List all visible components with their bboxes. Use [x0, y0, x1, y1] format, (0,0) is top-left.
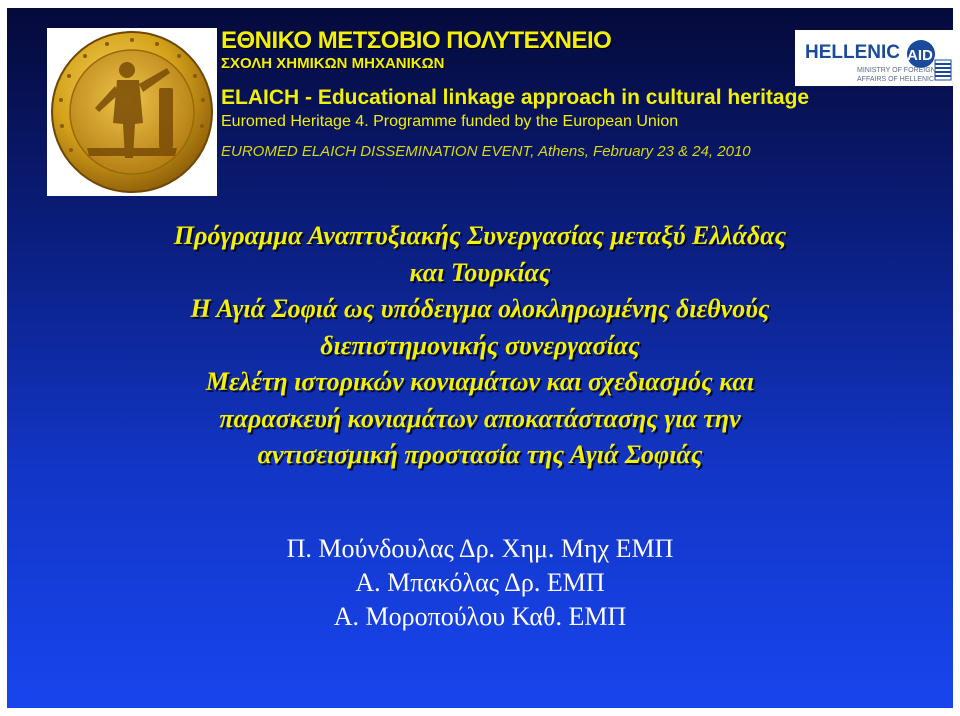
ntua-medal-icon [47, 28, 217, 196]
authors [7, 532, 953, 634]
title-line: διεπιστημονικής συνεργασίας [320, 330, 640, 360]
title-line: αντισεισμική προστασία της Αγιά Σοφιάς [257, 440, 703, 469]
author-line: Α. Μοροπούλου Καθ. ΕΜΠ [333, 602, 627, 631]
school-name: ΣΧΟΛΗ ΧΗΜΙΚΩΝ ΜΗΧΑΝΙΚΩΝ [221, 55, 445, 72]
logo-subtext-1: MINISTRY OF FOREIGN [857, 67, 936, 74]
slide [7, 8, 953, 708]
title-line: Πρόγραμμα Αναπτυξιακής Συνεργασίας μεταξύ Ελλάδας [173, 221, 787, 250]
logo-text-right: AID [907, 47, 933, 64]
title-line: παρασκευή κονιαμάτων αποκατάστασης για την [219, 403, 741, 433]
author-line: Α. Μπακόλας Δρ. ΕΜΠ [355, 568, 605, 597]
institution-name: ΕΘΝΙΚΟ ΜΕΤΣΟΒΙΟ ΠΟΛΥΤΕΧΝΕΙΟ [221, 27, 612, 54]
logo-subtext-2: AFFAIRS OF HELLENIC [857, 76, 935, 83]
author-line: Π. Μούνδουλας Δρ. Χημ. Μηχ ΕΜΠ [286, 534, 674, 563]
presentation-title [7, 218, 953, 474]
logo-text-left: HELLENIC [805, 42, 900, 63]
funding-line: Euromed Heritage 4. Programme funded by the European Union [221, 113, 679, 130]
header [221, 28, 951, 162]
event-line: EUROMED ELAICH DISSEMINATION EVENT, Athens, February 23 & 24, 2010 [221, 143, 751, 160]
title-line: Μελέτη ιστορικών κονιαμάτων και σχεδιασμός και [205, 367, 755, 396]
title-line: και Τουρκίας [409, 257, 551, 287]
title-line: Η Αγιά Σοφιά ως υπόδειγμα ολοκληρωμένης διεθνούς [190, 294, 770, 323]
project-title: ELAICH - Educational linkage approach in cultural heritage [221, 86, 810, 109]
